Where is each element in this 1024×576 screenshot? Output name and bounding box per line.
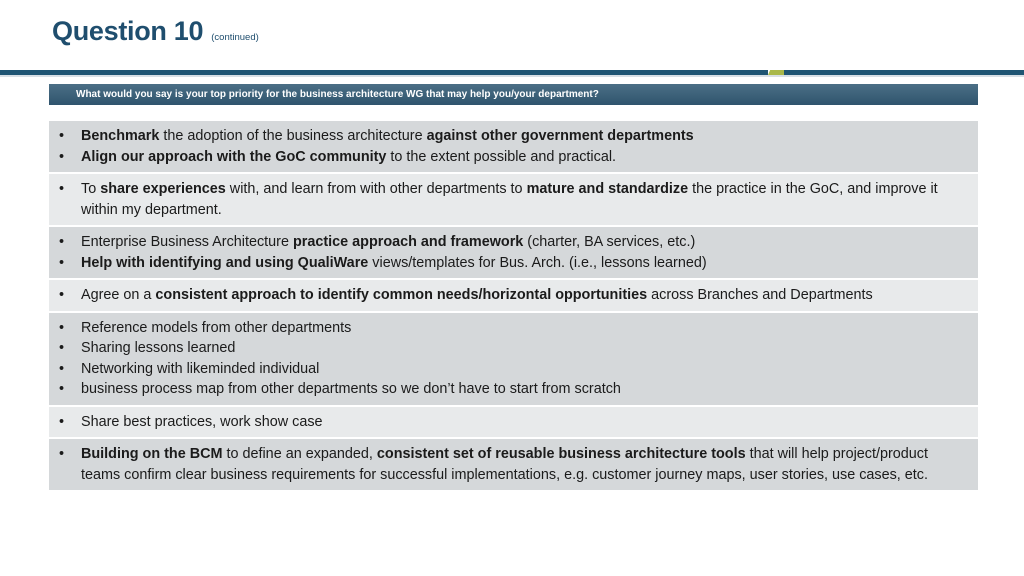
table-row bbox=[49, 227, 978, 280]
list-item bbox=[81, 444, 958, 485]
list-item bbox=[81, 126, 958, 147]
text: to define an expanded, bbox=[222, 446, 377, 462]
text: that will help project/product teams confirm clear business requirements for successful implementations, e.g. customer journey maps, user stories, use cases, etc. bbox=[81, 446, 928, 483]
bold-text: practice approach and framework bbox=[292, 234, 524, 250]
table-row bbox=[49, 174, 978, 227]
bullet-list bbox=[81, 179, 958, 220]
response-table bbox=[49, 121, 978, 492]
list-item bbox=[81, 253, 958, 274]
bold-text: Benchmark bbox=[81, 128, 160, 144]
list-item bbox=[81, 359, 958, 380]
bullet-list bbox=[81, 285, 958, 306]
bold-text: consistent approach to identify common needs/horizontal opportunities bbox=[155, 287, 648, 303]
text: (charter, BA services, etc.) bbox=[523, 234, 696, 250]
text: Share best practices, work show case bbox=[81, 413, 323, 430]
header-rule-shadow bbox=[0, 75, 1024, 77]
text: Reference models from other departments bbox=[81, 319, 352, 336]
page-subtitle: (continued) bbox=[211, 32, 259, 43]
page-header bbox=[52, 16, 259, 47]
list-item bbox=[81, 232, 958, 253]
text: views/templates for Bus. Arch. (i.e., lessons learned) bbox=[368, 254, 707, 271]
list-item bbox=[81, 318, 958, 339]
text: to the extent possible and practical. bbox=[386, 148, 617, 165]
text: the practice in the GoC, and improve it within my department. bbox=[81, 181, 938, 218]
bold-text: share experiences bbox=[100, 181, 226, 197]
text: Enterprise Business Architecture bbox=[81, 234, 293, 250]
text: To bbox=[81, 181, 101, 197]
text: across Branches and Departments bbox=[647, 287, 873, 303]
table-row bbox=[49, 439, 978, 492]
text: business process map from other departments so we don’t have to start from scratch bbox=[81, 381, 621, 397]
question-banner: What would you say is your top priority for the business architecture WG that may help you/your department? bbox=[49, 84, 978, 105]
table-row bbox=[49, 407, 978, 440]
bold-text: mature and standardize bbox=[526, 181, 689, 197]
list-item bbox=[81, 338, 958, 359]
list-item bbox=[81, 379, 958, 400]
bullet-list bbox=[81, 232, 958, 273]
page-title: Question 10 bbox=[52, 16, 204, 46]
text: Networking with likeminded individual bbox=[81, 360, 320, 377]
text: Sharing lessons learned bbox=[81, 340, 236, 356]
text: Agree on a bbox=[81, 287, 156, 303]
bullet-list bbox=[81, 318, 958, 400]
bold-text: consistent set of reusable business architecture tools bbox=[376, 446, 746, 462]
bullet-list bbox=[81, 444, 958, 485]
list-item bbox=[81, 179, 958, 220]
table-row bbox=[49, 313, 978, 407]
bullet-list bbox=[81, 412, 958, 433]
list-item bbox=[81, 285, 958, 306]
bold-text: Building on the BCM bbox=[81, 446, 223, 462]
table-row bbox=[49, 280, 978, 313]
list-item bbox=[81, 147, 958, 168]
text: with, and learn from with other departments to bbox=[225, 181, 527, 197]
bullet-list bbox=[81, 126, 958, 167]
bold-text: Align our approach with the GoC community bbox=[81, 148, 387, 165]
bold-text: Help with identifying and using QualiWare bbox=[81, 254, 369, 271]
text: the adoption of the business architecture bbox=[159, 128, 427, 144]
list-item bbox=[81, 412, 958, 433]
table-row bbox=[49, 121, 978, 174]
bold-text: against other government departments bbox=[426, 128, 694, 144]
